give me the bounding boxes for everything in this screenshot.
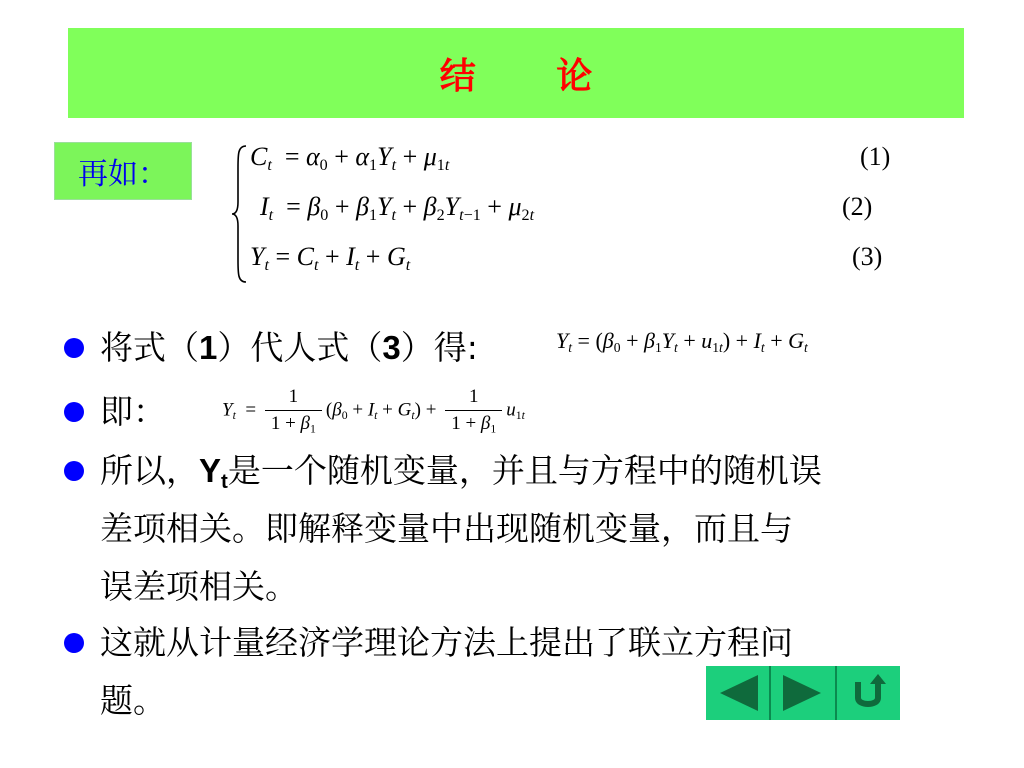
example-label: 再如： [78, 157, 168, 192]
variable-subscript: t [221, 470, 228, 494]
substitution-equation: $Y_t = (\beta_0 + \beta_1Y_t + u_{1t}) + I_t + G_t$ [556, 328, 808, 356]
slide-navigation [706, 666, 900, 720]
bullet-dot [64, 338, 84, 358]
equation-1: $C_t = \alpha_0 + \alpha_1Y_t + \mu_{1t}$ [250, 142, 450, 174]
example-label-box [54, 142, 192, 200]
equation-3: $Y_t = C_t + I_t + G_t$ [250, 242, 411, 274]
eq-ref: 1 [199, 329, 218, 366]
title-bar [68, 28, 964, 118]
bullet-3-line-3: 误差项相关。 [100, 567, 298, 606]
triangle-right-icon [781, 673, 825, 713]
equation-2-number: (2) [842, 192, 873, 221]
variable-y: Y [199, 452, 222, 489]
text-span: 所以， [100, 451, 199, 490]
bullet-2-text: 即： [100, 392, 166, 431]
equation-3-number: (3) [852, 242, 883, 271]
bullet-3-line-2: 差项相关。即解释变量中出现随机变量，而且与 [100, 509, 793, 548]
bullet-4-line-1: 这就从计量经济学理论方法上提出了联立方程问 [100, 623, 793, 662]
text-span: ）代人式（ [217, 328, 383, 367]
equation-1-number: (1) [860, 142, 891, 171]
bullet-1-text [100, 322, 478, 369]
bullet-dot [64, 633, 84, 653]
equation-2: $I_t = \beta_0 + \beta_1Y_t + \beta_2Y_{t-1} + \mu_{2t}$ [260, 192, 535, 224]
equation-system [230, 140, 910, 288]
slide-title: 结 论 [439, 55, 627, 97]
bullet-4-line-2: 题。 [100, 681, 166, 720]
eq-ref: 3 [382, 329, 401, 366]
bullet-dot [64, 461, 84, 481]
text-span: 是一个随机变量，并且与方程中的随机误 [227, 451, 822, 490]
return-button[interactable] [837, 666, 900, 720]
previous-slide-button[interactable] [706, 666, 771, 720]
left-brace [230, 144, 248, 284]
u-turn-icon [848, 672, 888, 714]
bullet-3-line-1 [100, 445, 822, 494]
reduced-form-equation: $Y_t$ = $\frac{1}{1 + \beta_1}$ $(\beta_0 + I_t + G_t)$ + $\frac{1}{1 + \beta_1}$ $u_{1t}$ [222, 386, 525, 436]
text-span: ）得: [400, 328, 478, 367]
triangle-left-icon [716, 673, 760, 713]
bullet-dot [64, 402, 84, 422]
next-slide-button[interactable] [771, 666, 836, 720]
text-span: 将式（ [100, 328, 199, 367]
